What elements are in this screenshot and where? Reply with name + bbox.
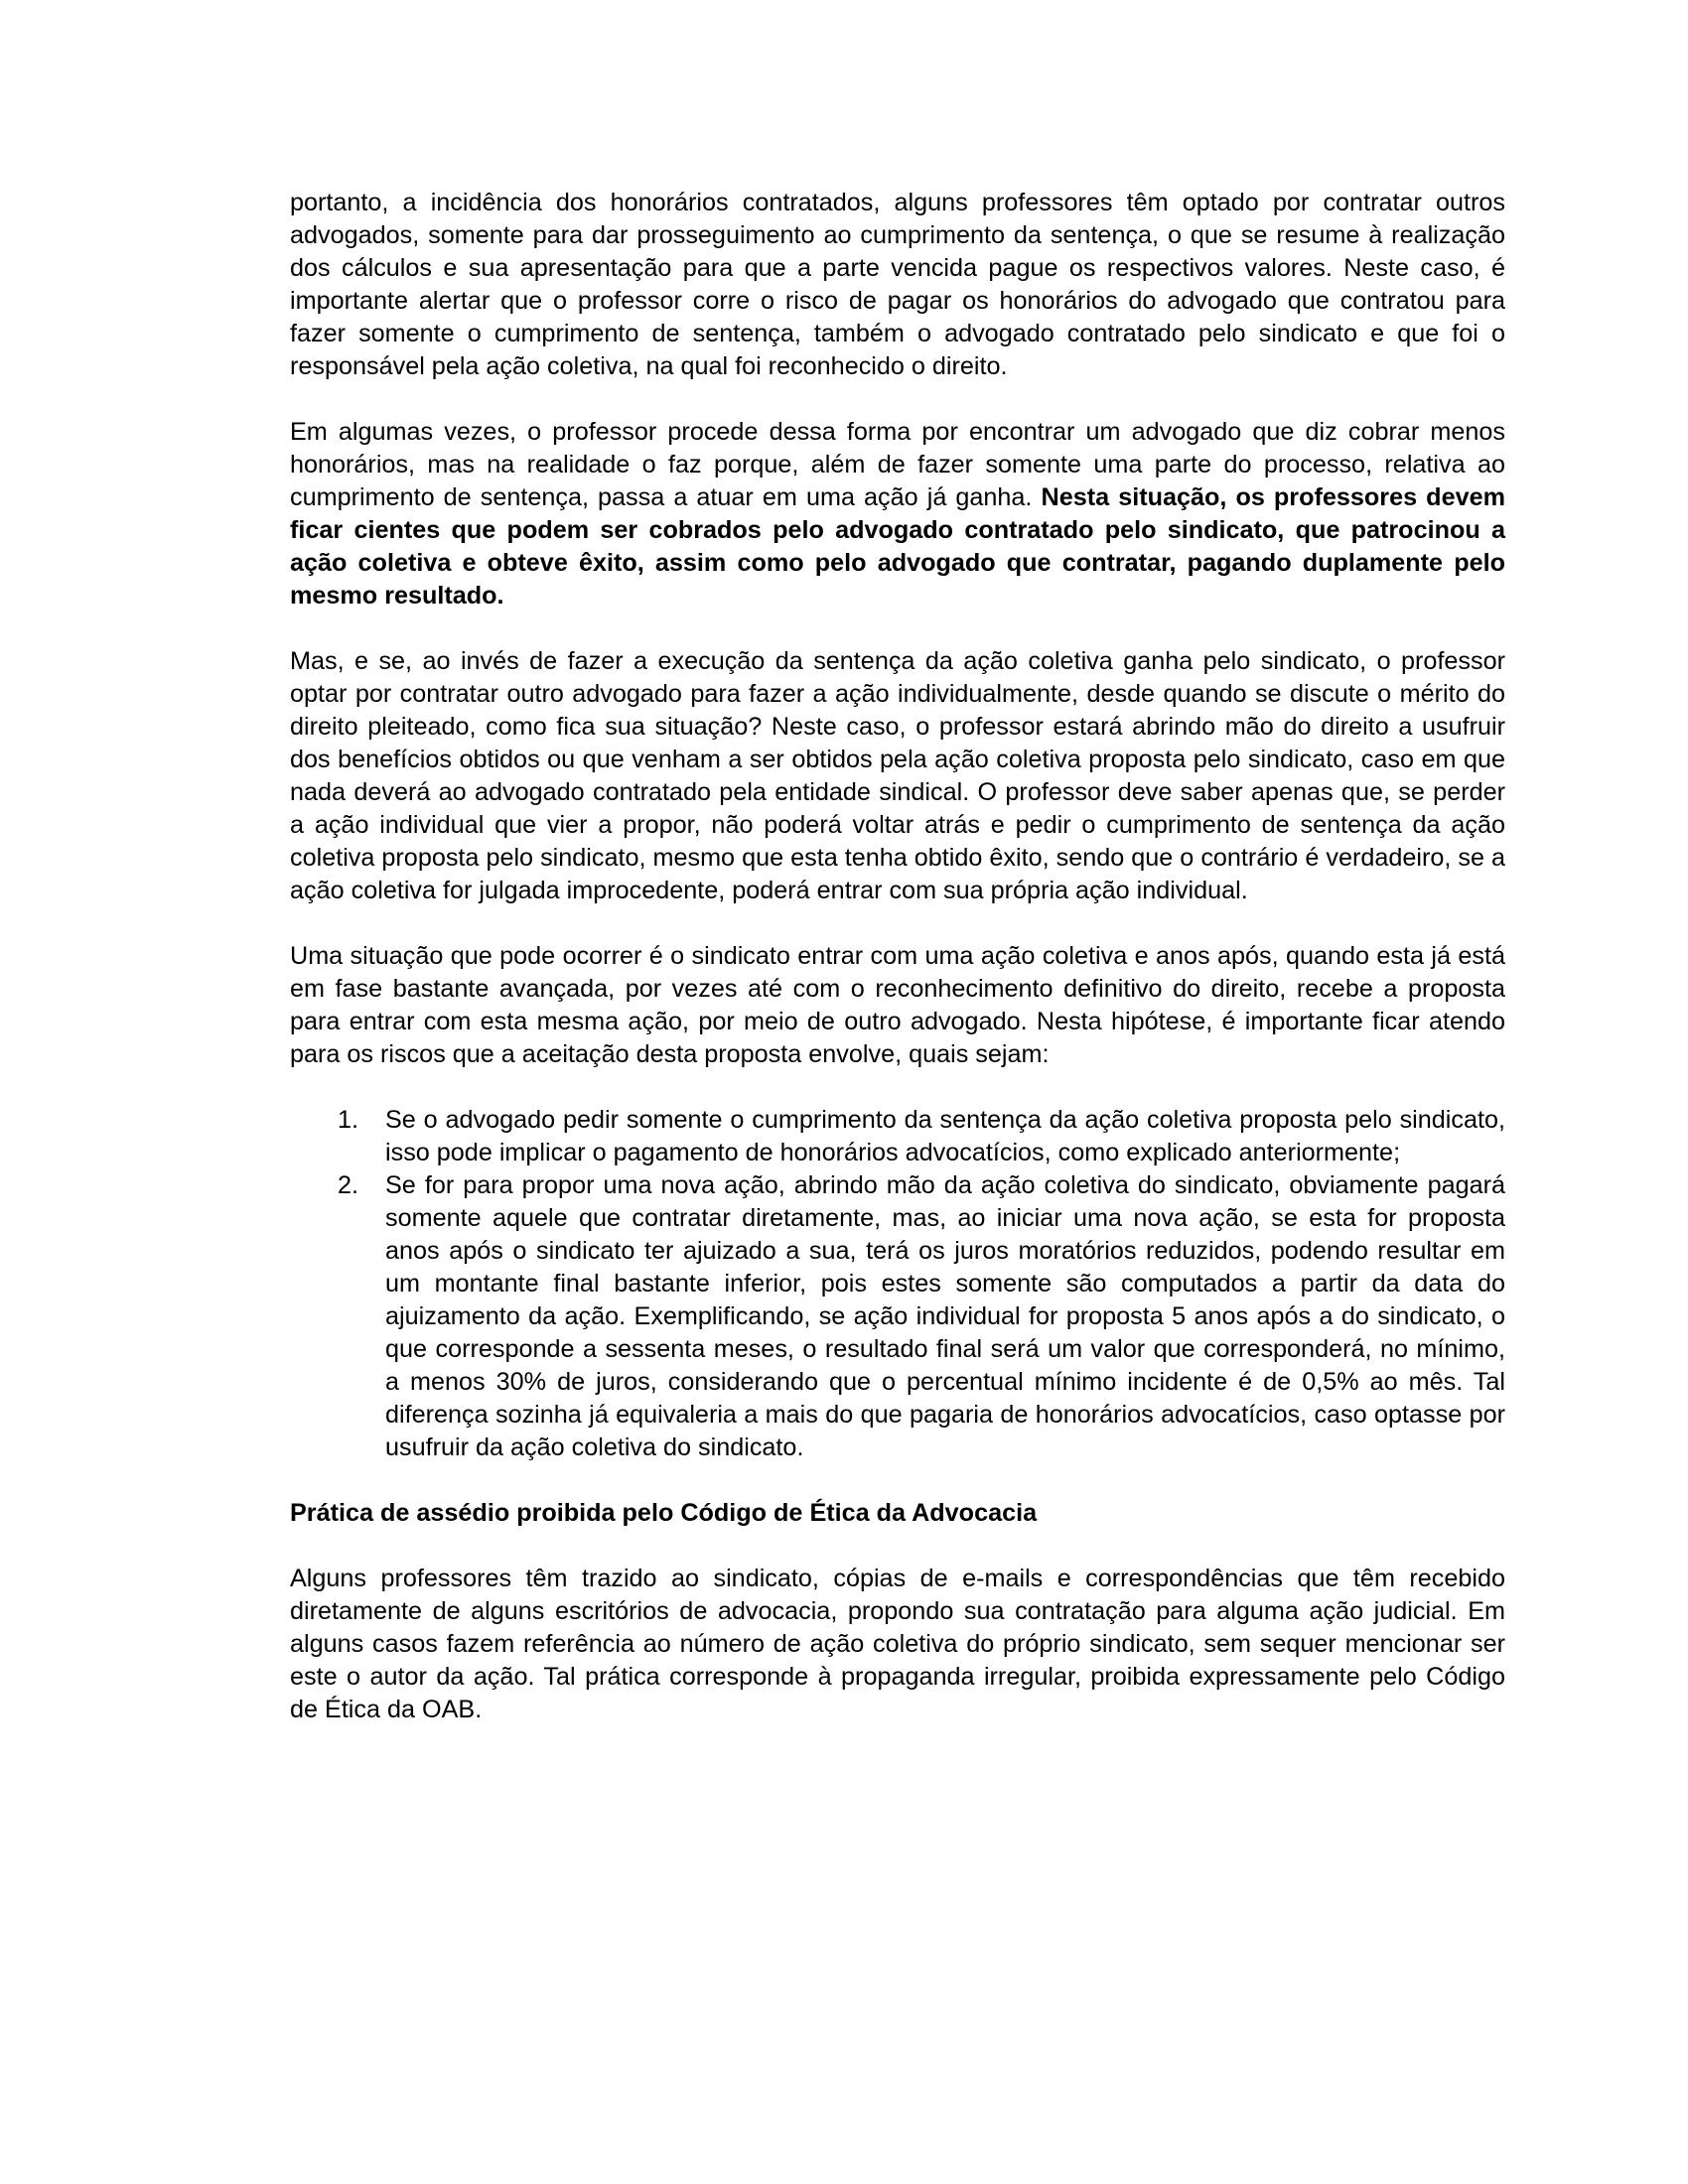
paragraph-situacao-risco: Uma situação que pode ocorrer é o sindicato entrar com uma ação coletiva e anos após, quando esta já está em fase bastante avançada, por vezes até com o reconhecimento definitivo do direito, recebe a proposta para entrar com esta mesma ação, por meio de outro advogado. Nesta hipótese, é importante ficar atendo para os riscos que a aceitação desta proposta envolve, quais sejam: bbox=[290, 942, 1505, 1068]
list-item-text: Se for para propor uma nova ação, abrindo mão da ação coletiva do sindicato, obviamente pagará somente aquele que contratar diretamente, mas, ao iniciar uma nova ação, se esta for proposta anos após o sindicato ter ajuizado a sua, terá os juros moratórios reduzidos, podendo resultar em um montante final bastante inferior, pois estes somente são computados a partir da data do ajuizamento da ação. Exemplificando, se ação individual for proposta 5 anos após a do sindicato, o que corresponde a sessenta meses, o resultado final será um valor que corresponderá, no mínimo, a menos 30% de juros, considerando que o percentual mínimo incidente é de 0,5% ao mês. Tal diferença sozinha já equivaleria a mais do que pagaria de honorários advocatícios, caso optasse por usufruir da ação coletiva do sindicato. bbox=[385, 1171, 1505, 1461]
risks-list bbox=[290, 1104, 1505, 1464]
section-heading: Prática de assédio proibida pelo Código de Ética da Advocacia bbox=[290, 1499, 1038, 1527]
paragraph-cobrar-menos bbox=[290, 416, 1505, 613]
list-item-number: 2. bbox=[338, 1171, 359, 1199]
list-item bbox=[290, 1169, 1505, 1464]
paragraph-cobrar-menos-text: Em algumas vezes, o professor procede dessa forma por encontrar um advogado que diz cobrar menos honorários, mas na realidade o faz porque, além de fazer somente uma parte do processo, relativa ao cumprimento de sentença, passa a atuar em uma ação já ganha. bbox=[290, 418, 1505, 511]
list-item-text: Se o advogado pedir somente o cumprimento da sentença da ação coletiva proposta pelo sindicato, isso pode implicar o pagamento de honorários advocatícios, como explicado anteriormente; bbox=[385, 1106, 1505, 1166]
paragraph-propaganda-irregular: Alguns professores têm trazido ao sindicato, cópias de e-mails e correspondências que têm recebido diretamente de alguns escritórios de advocacia, propondo sua contratação para alguma ação judicial. Em alguns casos fazem referência ao número de ação coletiva do próprio sindicato, sem sequer mencionar ser este o autor da ação. Tal prática corresponde à propaganda irregular, proibida expressamente pelo Código de Ética da OAB. bbox=[290, 1565, 1505, 1723]
document-page bbox=[290, 187, 1505, 1759]
list-item-number: 1. bbox=[338, 1106, 359, 1134]
list-item bbox=[290, 1104, 1505, 1169]
paragraph-honorarios-contratados: portanto, a incidência dos honorários contratados, alguns professores têm optado por contratar outros advogados, somente para dar prosseguimento ao cumprimento da sentença, o que se resume à realização dos cálculos e sua apresentação para que a parte vencida pague os respectivos valores. Neste caso, é importante alertar que o professor corre o risco de pagar os honorários do advogado que contratou para fazer somente o cumprimento de sentença, também o advogado contratado pelo sindicato e que foi o responsável pela ação coletiva, na qual foi reconhecido o direito. bbox=[290, 189, 1505, 380]
paragraph-cobrar-menos-warning: Nesta situação, os professores devem ficar cientes que podem ser cobrados pelo advogado contratado pelo sindicato, que patrocinou a ação coletiva e obteve êxito, assim como pelo advogado que contratar, pagando duplamente pelo mesmo resultado. bbox=[290, 483, 1505, 610]
paragraph-acao-individual: Mas, e se, ao invés de fazer a execução da sentença da ação coletiva ganha pelo sindicato, o professor optar por contratar outro advogado para fazer a ação individualmente, desde quando se discute o mérito do direito pleiteado, como fica sua situação? Neste caso, o professor estará abrindo mão do direito a usufruir dos benefícios obtidos ou que venham a ser obtidos pela ação coletiva proposta pelo sindicato, caso em que nada deverá ao advogado contratado pela entidade sindical. O professor deve saber apenas que, se perder a ação individual que vier a propor, não poderá voltar atrás e pedir o cumprimento de sentença da ação coletiva proposta pelo sindicato, mesmo que esta tenha obtido êxito, sendo que o contrário é verdadeiro, se a ação coletiva for julgada improcedente, poderá entrar com sua própria ação individual. bbox=[290, 647, 1505, 904]
